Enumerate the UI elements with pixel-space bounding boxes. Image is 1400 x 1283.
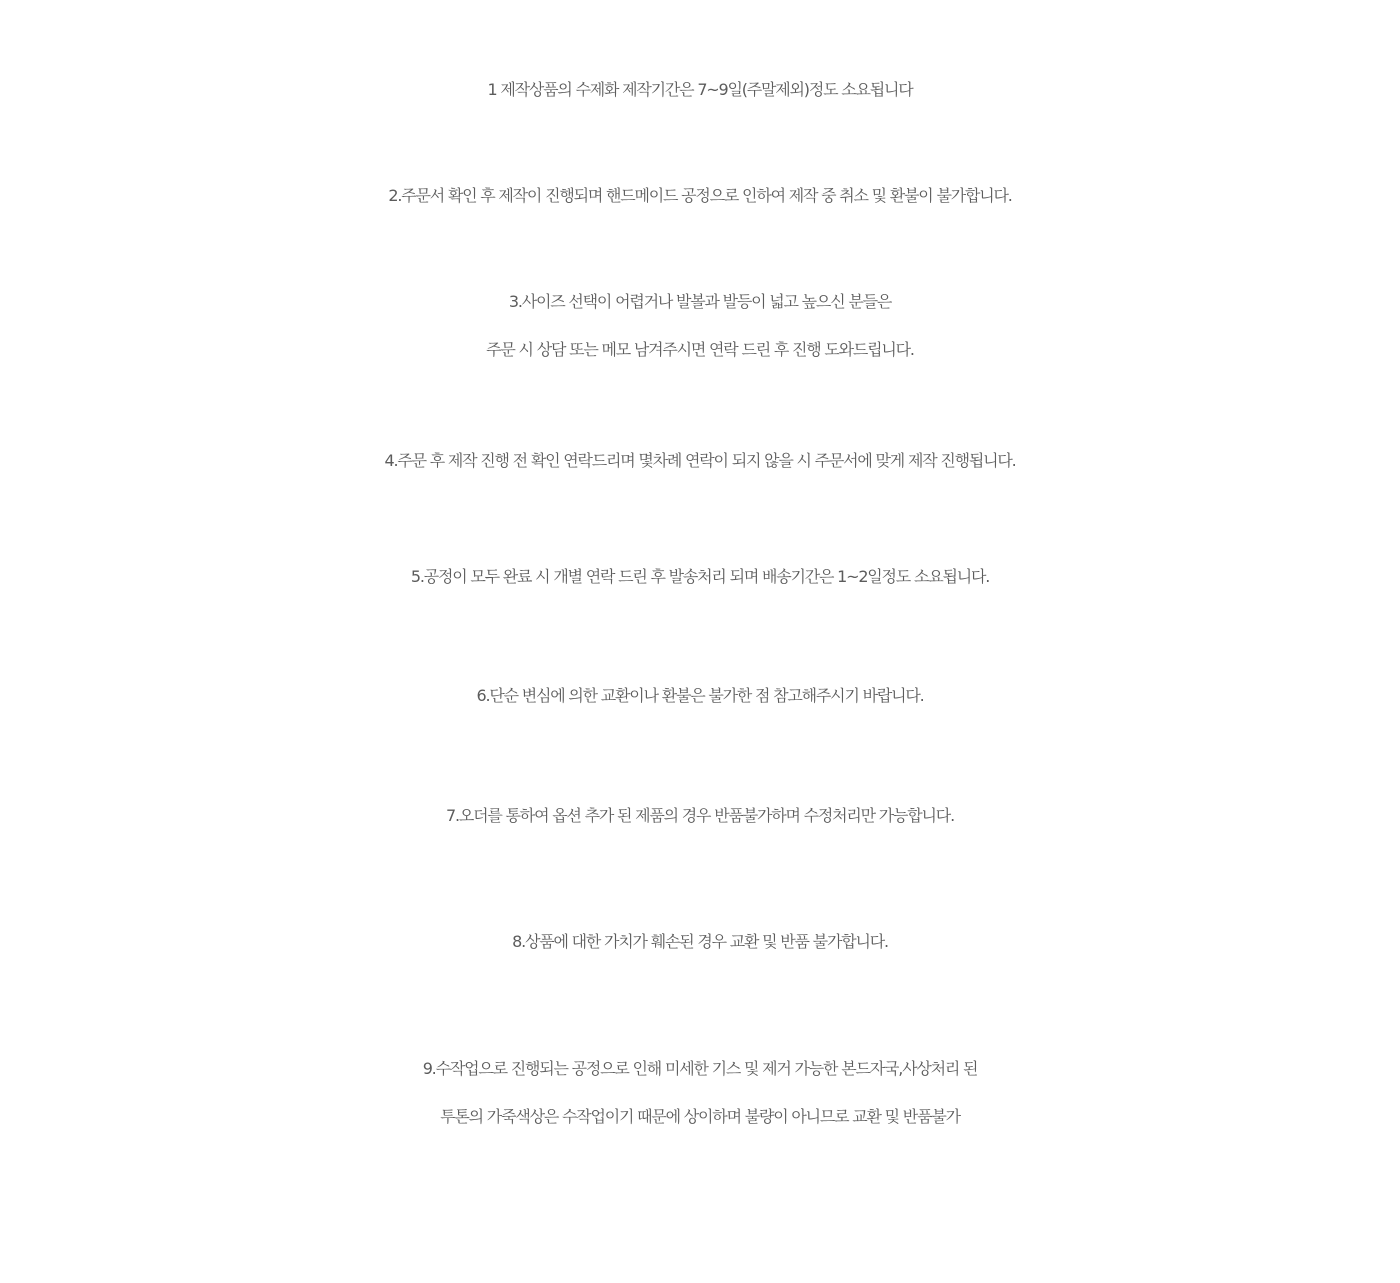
notice-item-9 (0, 1045, 1400, 1141)
notice-item-3 (0, 278, 1400, 374)
notice-line: 3.사이즈 선택이 어렵거나 발볼과 발등이 넓고 높으신 분들은 (508, 292, 892, 311)
notice-line: 9.수작업으로 진행되는 공정으로 인해 미세한 기스 및 제거 가능한 본드자국,사상처리 된 (422, 1059, 978, 1078)
notice-line: 6.단순 변심에 의한 교환이나 환불은 불가한 점 참고해주시기 바랍니다. (476, 686, 924, 705)
notice-line: 5.공정이 모두 완료 시 개별 연락 드린 후 발송처리 되며 배송기간은 1~2일정도 소요됩니다. (410, 567, 990, 586)
notice-line: 1 제작상품의 수제화 제작기간은 7~9일(주말제외)정도 소요됩니다 (487, 80, 913, 99)
notice-line: 4.주문 후 제작 진행 전 확인 연락드리며 몇차례 연락이 되지 않을 시 주문서에 맞게 제작 진행됩니다. (384, 451, 1016, 470)
notice-line: 7.오더를 통하여 옵션 추가 된 제품의 경우 반품불가하며 수정처리만 가능합니다. (446, 806, 954, 825)
notice-item-2 (0, 172, 1400, 220)
notice-line: 8.상품에 대한 가치가 훼손된 경우 교환 및 반품 불가합니다. (512, 932, 888, 951)
notice-item-7 (0, 792, 1400, 840)
notice-item-5 (0, 553, 1400, 601)
notice-line: 투톤의 가죽색상은 수작업이기 때문에 상이하며 불량이 아니므로 교환 및 반품불가 (440, 1107, 960, 1126)
notice-line: 주문 시 상담 또는 메모 남겨주시면 연락 드린 후 진행 도와드립니다. (486, 340, 914, 359)
notice-item-1 (0, 66, 1400, 114)
notice-line: 2.주문서 확인 후 제작이 진행되며 핸드메이드 공정으로 인하여 제작 중 취소 및 환불이 불가합니다. (388, 186, 1012, 205)
notice-item-4 (0, 437, 1400, 485)
notice-item-8 (0, 918, 1400, 966)
notice-item-6 (0, 672, 1400, 720)
